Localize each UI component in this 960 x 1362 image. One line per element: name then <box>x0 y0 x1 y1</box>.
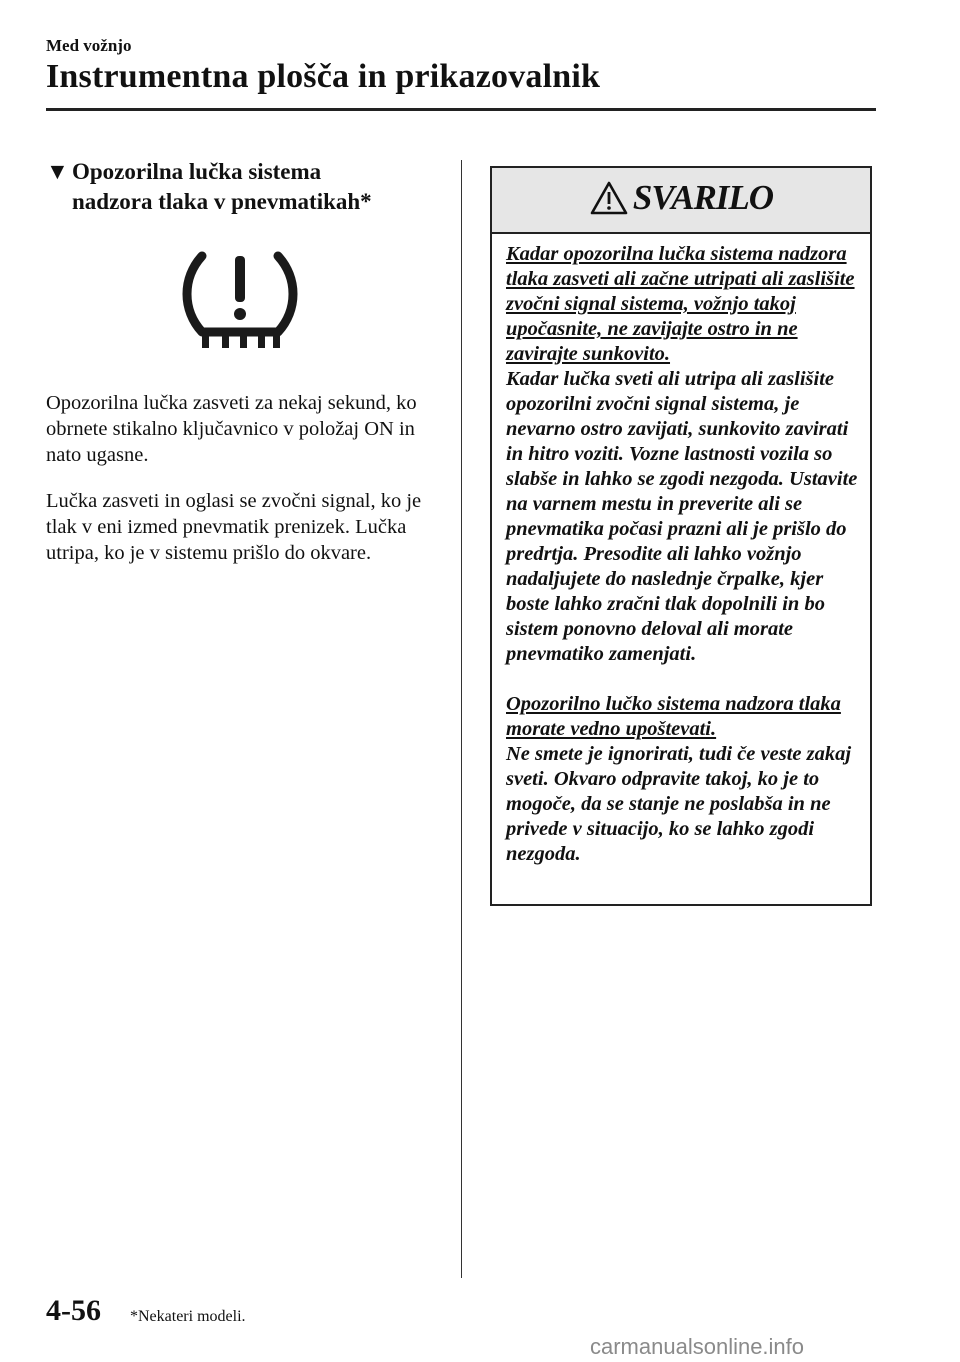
warning-triangle-icon <box>589 180 629 216</box>
warning-text-1: Kadar lučka sveti ali utripa ali zaslišite opozorilni zvočni signal sistema, je nevarno ostro zavijati, sunkovito zavirati in hitro voziti. Vozne lastnosti vozila so slabše in lahko se zgodi nezgoda. Ustavite na varnem mestu in preverite ali se pnevmatika počasi prazni ali je prišlo do predrtja. Presodite ali lahko vožnjo nadaljujete do naslednje črpalke, kjer boste lahko zračni tlak dopolnili in bo sistem ponovno deloval ali morate pnevmatiko zamenjati. <box>506 368 858 665</box>
page-title: Instrumentna plošča in prikazovalnik <box>46 58 601 95</box>
warning-header <box>492 168 870 234</box>
paragraph-1: Opozorilna lučka zasveti za nekaj sekund, ko obrnete stikalno ključavnico v položaj ON in nato ugasne. <box>46 392 417 466</box>
warning-underlined-1: Kadar opozorilna lučka sistema nadzora tlaka zasveti ali začne utripati ali zaslišite zvočni signal sistema, vožnjo takoj upočasnite, ne zavijajte ostro in ne zavirajte sunkovito. <box>506 243 855 365</box>
page-number: 4-56 <box>46 1294 101 1327</box>
tire-pressure-warning-icon <box>180 248 300 352</box>
warning-text-2: Ne smete je ignorirati, tudi če veste zakaj sveti. Okvaro odpravite takoj, ko je to mogoče, da se stanje ne poslabša in ne privede v situacijo, ko se lahko zgodi nezgoda. <box>506 743 852 865</box>
heading-line-1: Opozorilna lučka sistema <box>72 159 322 184</box>
triangle-down-icon: ▼ <box>46 159 69 184</box>
heading-line-2: nadzora tlaka v pnevmatikah* <box>72 189 372 214</box>
warning-box <box>490 166 872 906</box>
warning-title: SVARILO <box>632 178 774 217</box>
footnote: *Nekateri modeli. <box>130 1308 246 1325</box>
warning-body <box>506 242 868 867</box>
paragraph-2: Lučka zasveti in oglasi se zvočni signal, ko je tlak v eni izmed pnevmatik prenizek. Lučka utripa, ko je v sistemu prišlo do okvare. <box>46 490 422 564</box>
section-kicker: Med vožnjo <box>46 36 132 55</box>
column-divider <box>461 160 462 1278</box>
section-heading <box>46 157 446 217</box>
warning-underlined-2: Opozorilno lučko sistema nadzora tlaka morate vedno upoštevati. <box>506 693 841 740</box>
title-rule <box>46 108 876 111</box>
watermark: carmanualsonline.info <box>590 1334 805 1359</box>
